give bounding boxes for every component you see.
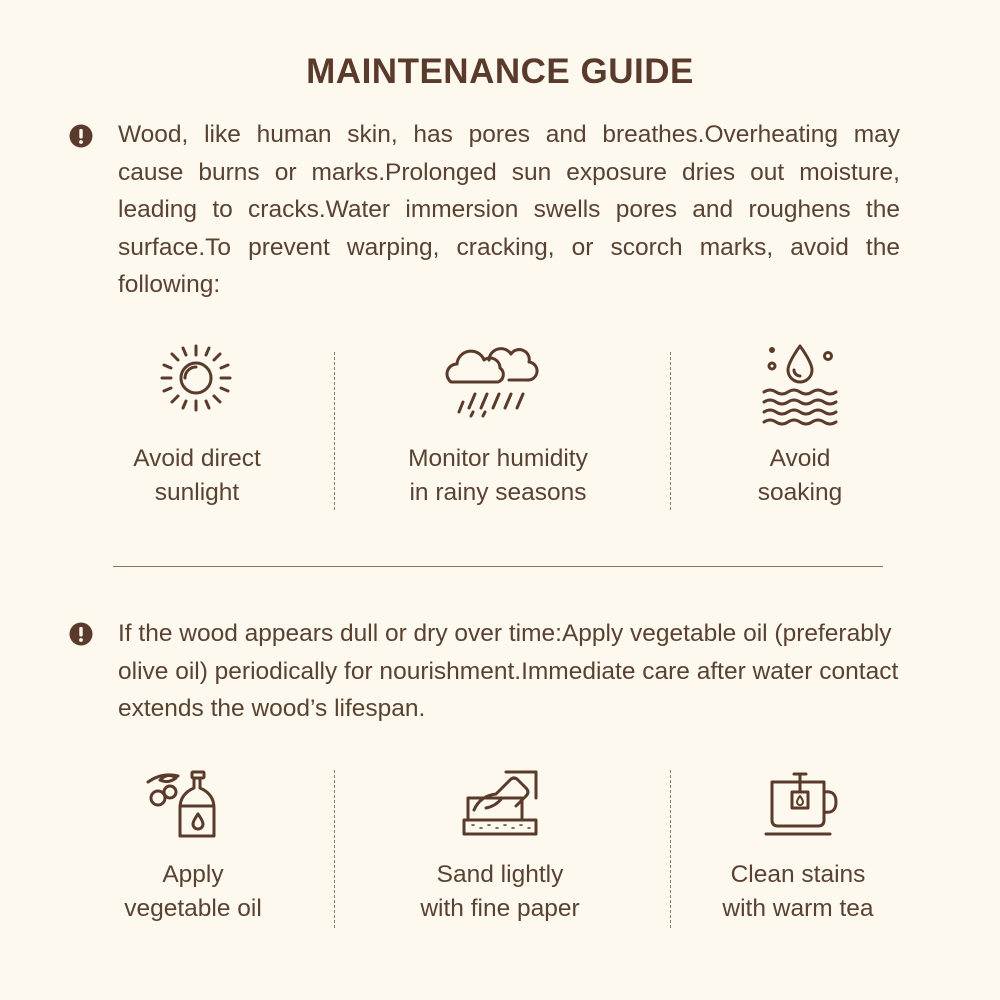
warning-icon (69, 124, 93, 148)
intro-paragraph: Wood, like human skin, has pores and breathes.Overheating may cause burns or marks.Prolonged sun exposure dries out moisture, leading to cracks.Water immersion swells pores and roughens the surface.To prevent warping, cracking, or scorch marks, avoid the following: (118, 121, 900, 298)
caption-apply-oil: Apply vegetable oil (124, 861, 262, 922)
page-title: MAINTENANCE GUIDE (306, 52, 694, 91)
care-paragraph: If the wood appears dull or dry over time:Apply vegetable oil (preferably olive oil) periodically for nourishment.Immediate care after water contact extends the wood’s lifespan. (118, 620, 899, 722)
divider (334, 770, 335, 928)
divider (670, 352, 671, 510)
caption-clean-stains: Clean stains with warm tea (722, 861, 874, 922)
caption-sand-lightly: Sand lightly with fine paper (420, 861, 580, 922)
sun-icon (158, 342, 234, 414)
divider (670, 770, 671, 928)
caption-avoid-sunlight: Avoid direct sunlight (133, 445, 261, 506)
divider (334, 352, 335, 510)
tea-cup-icon (764, 770, 840, 840)
section-separator (113, 566, 883, 567)
sanding-hand-icon (458, 768, 542, 840)
caption-avoid-soaking: Avoid soaking (757, 445, 843, 506)
olive-oil-bottle-icon (144, 768, 220, 840)
caption-monitor-humidity: Monitor humidity in rainy seasons (408, 445, 588, 506)
water-drop-waves-icon (760, 342, 840, 426)
warning-icon (69, 622, 93, 646)
rain-cloud-icon (443, 342, 539, 422)
